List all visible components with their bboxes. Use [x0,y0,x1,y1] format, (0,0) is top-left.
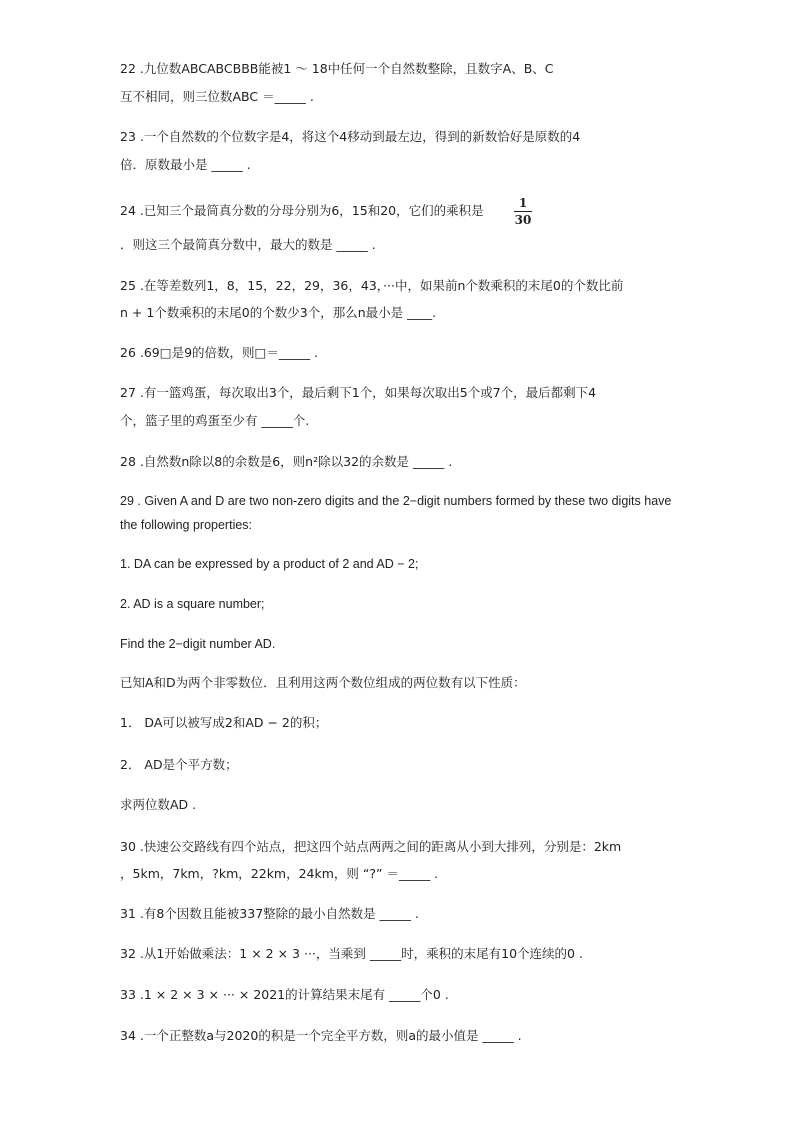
problem-25-line-1: 25 .在等差数列1，8，15，22，29，36，43，···中，如果前n个数乘积的末尾0的个数比前 [120,278,624,293]
problem-27-line-2: 个，篮子里的鸡蛋至少有 _____个. [120,413,310,428]
problem-24-line-2: ．则这三个最简真分数中，最大的数是 _____ . [120,237,376,252]
fraction-numerator: 1 [514,196,532,212]
problem-34-line-1: 34 .一个正整数a与2020的积是一个完全平方数，则a的最小值是 _____ . [120,1028,522,1043]
problem-22-line-1: 22 .九位数ABCABCBBB能被1 ～ 18中任何一个自然数整除，且数字A、B、C [120,61,554,76]
problem-32-line-1: 32 .从1开始做乘法：1 × 2 × 3 ···，当乘到 _____时，乘积的末尾有10个连续的0 . [120,946,583,961]
problem-27-line-1: 27 .有一篮鸡蛋，每次取出3个，最后剩下1个，如果每次取出5个或7个，最后都剩下4 [120,385,597,400]
fraction-denominator: 30 [514,213,532,227]
problem-29-line-2: the following properties: [120,518,253,532]
problem-28-line-1: 28 .自然数n除以8的余数是6，则n²除以32的余数是 _____ . [120,454,453,469]
problem-29-line-4: 2. AD is a square number; [120,597,265,611]
problem-29-line-6: 已知A和D为两个非零数位．且利用这两个数位组成的两位数有以下性质： [120,675,526,690]
problem-29-line-3: 1. DA can be expressed by a product of 2 and AD − 2; [120,557,419,571]
problem-30-line-1: 30 .快速公交路线有四个站点，把这四个站点两两之间的距离从小到大排列，分别是：2km [120,839,622,854]
problem-30-line-2: ，5km，7km，?km，22km，24km，则 “?” ＝_____ . [120,866,439,881]
problem-24-fraction [514,196,532,227]
problem-26-line-1: 26 .69□是9的倍数，则□＝_____ . [120,345,319,360]
problem-29-line-9: 求两位数AD . [120,797,197,812]
problem-33-line-1: 33 .1 × 2 × 3 × ··· × 2021的计算结果末尾有 _____个0 . [120,987,449,1002]
problem-23-line-1: 23 .一个自然数的个位数字是4，将这个4移动到最左边，得到的新数恰好是原数的4 [120,129,581,144]
problem-22-line-2: 互不相同，则三位数ABC ＝_____ . [120,89,314,104]
problem-31-line-1: 31 .有8个因数且能被337整除的最小自然数是 _____ . [120,906,419,921]
problem-25-line-2: n + 1个数乘积的末尾0的个数少3个，那么n最小是 ____. [120,305,437,320]
problem-29-line-5: Find the 2−digit number AD. [120,637,276,651]
problem-29-line-1: 29 . Given A and D are two non-zero digits and the 2−digit numbers formed by these two digits have [120,494,672,508]
problem-29-line-8: 2． AD是个平方数； [120,757,238,772]
problem-23-line-2: 倍．原数最小是 _____ . [120,157,251,172]
problem-24-line-1: 24 .已知三个最简真分数的分母分别为6，15和20，它们的乘积是 [120,203,484,218]
problem-29-line-7: 1． DA可以被写成2和AD − 2的积； [120,715,328,730]
